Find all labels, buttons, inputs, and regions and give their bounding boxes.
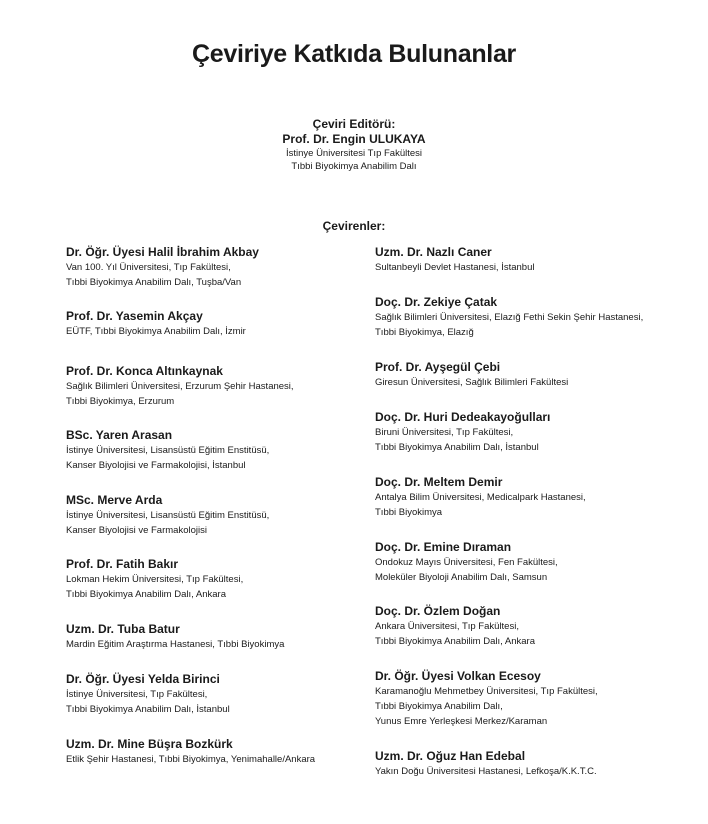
contributor-entry <box>375 295 675 340</box>
contributor-affiliation-line: Antalya Bilim Üniversitesi, Medicalpark Hastanesi, <box>375 492 586 503</box>
contributor-name: Prof. Dr. Fatih Bakır <box>66 557 179 571</box>
contributor-affiliation-line: Yakın Doğu Üniversitesi Hastanesi, Lefkoşa/K.K.T.C. <box>375 766 597 777</box>
contributor-affiliation-line: Lokman Hekim Üniversitesi, Tıp Fakültesi, <box>66 574 244 585</box>
contributor-entry <box>66 493 366 538</box>
contributor-entry <box>375 245 675 275</box>
contributor-affiliation-line: Yunus Emre Yerleşkesi Merkez/Karaman <box>375 716 548 727</box>
contributor-entry <box>375 604 675 649</box>
contributor-name: Prof. Dr. Yasemin Akçay <box>66 309 203 323</box>
contributor-name: Uzm. Dr. Nazlı Caner <box>375 245 492 259</box>
contributor-affiliation-line: Sağlık Bilimleri Üniversitesi, Elazığ Fethi Sekin Şehir Hastanesi, <box>375 312 644 323</box>
contributor-affiliation-line: Sağlık Bilimleri Üniversitesi, Erzurum Şehir Hastanesi, <box>66 381 294 392</box>
contributor-entry <box>375 749 675 779</box>
contributor-affiliation-line: Sultanbeyli Devlet Hastanesi, İstanbul <box>375 262 535 273</box>
contributor-entry <box>66 245 366 290</box>
contributor-name: Prof. Dr. Konca Altınkaynak <box>66 364 223 378</box>
page-title: Çeviriye Katkıda Bulunanlar <box>192 40 516 68</box>
contributor-entry <box>66 428 366 473</box>
editor-affiliation-line: İstinye Üniversitesi Tıp Fakültesi <box>285 148 423 159</box>
contributor-affiliation-line: Tıbbi Biyokimya Anabilim Dalı, Ankara <box>66 589 226 600</box>
editor-name: Prof. Dr. Engin ULUKAYA <box>282 132 426 146</box>
contributor-entry <box>375 669 675 729</box>
contributor-entry <box>66 557 366 602</box>
contributor-name: Dr. Öğr. Üyesi Halil İbrahim Akbay <box>66 245 259 259</box>
contributor-name: Uzm. Dr. Oğuz Han Edebal <box>375 749 526 763</box>
contributor-entry <box>66 672 366 717</box>
contributor-name: MSc. Merve Arda <box>66 493 163 507</box>
contributor-affiliation-line: Van 100. Yıl Üniversitesi, Tıp Fakültesi, <box>66 262 231 273</box>
contributor-affiliation-line: Tıbbi Biyokimya Anabilim Dalı, <box>375 701 503 712</box>
contributor-entry <box>375 360 675 390</box>
contributor-name: Uzm. Dr. Mine Büşra Bozkürk <box>66 737 233 751</box>
contributor-affiliation-line: Tıbbi Biyokimya Anabilim Dalı, Ankara <box>375 636 535 647</box>
contributor-entry <box>66 364 366 409</box>
contributor-entry <box>375 540 675 585</box>
contributor-affiliation-line: Biruni Üniversitesi, Tıp Fakültesi, <box>375 427 514 438</box>
contributor-affiliation-line: Tıbbi Biyokimya <box>375 507 443 518</box>
contributor-name: Doç. Dr. Özlem Doğan <box>375 604 501 618</box>
contributor-name: Doç. Dr. Emine Dıraman <box>375 540 512 554</box>
contributor-affiliation-line: Etlik Şehir Hastanesi, Tıbbi Biyokimya, Yenimahalle/Ankara <box>66 754 316 765</box>
editor-affiliation-line: Tıbbi Biyokimya Anabilim Dalı <box>291 161 417 172</box>
contributor-name: Dr. Öğr. Üyesi Yelda Birinci <box>66 672 220 686</box>
contributor-affiliation-line: Tıbbi Biyokimya, Erzurum <box>66 396 175 407</box>
contributor-affiliation-line: Mardin Eğitim Araştırma Hastanesi, Tıbbi Biyokimya <box>66 639 285 650</box>
contributor-name: Doç. Dr. Huri Dedeakayoğulları <box>375 410 551 424</box>
editor-block <box>0 118 708 173</box>
contributor-entry <box>375 475 675 520</box>
contributor-affiliation-line: Tıbbi Biyokimya, Elazığ <box>375 327 474 338</box>
translators-heading: Çevirenler: <box>322 219 386 233</box>
contributor-affiliation-line: Karamanoğlu Mehmetbey Üniversitesi, Tıp Fakültesi, <box>375 686 598 697</box>
editor-heading: Çeviri Editörü: <box>312 117 396 131</box>
contributor-affiliation-line: Giresun Üniversitesi, Sağlık Bilimleri Fakültesi <box>375 377 569 388</box>
contributor-affiliation-line: Kanser Biyolojisi ve Farmakolojisi, İstanbul <box>66 460 246 471</box>
contributor-entry <box>375 410 675 455</box>
contributor-name: Prof. Dr. Ayşegül Çebi <box>375 360 501 374</box>
contributor-name: Uzm. Dr. Tuba Batur <box>66 622 180 636</box>
contributor-name: Doç. Dr. Meltem Demir <box>375 475 503 489</box>
contributor-affiliation-line: İstinye Üniversitesi, Lisansüstü Eğitim Enstitüsü, <box>66 510 270 521</box>
contributor-affiliation-line: Tıbbi Biyokimya Anabilim Dalı, Tuşba/Van <box>66 277 242 288</box>
contributor-entry <box>66 309 366 339</box>
contributor-affiliation-line: Moleküler Biyoloji Anabilim Dalı, Samsun <box>375 572 548 583</box>
contributor-affiliation-line: İstinye Üniversitesi, Tıp Fakültesi, <box>66 689 208 700</box>
contributor-affiliation-line: Tıbbi Biyokimya Anabilim Dalı, İstanbul <box>66 704 230 715</box>
contributor-entry <box>66 622 366 652</box>
contributor-affiliation-line: Kanser Biyolojisi ve Farmakolojisi <box>66 525 207 536</box>
contributor-affiliation-line: EÜTF, Tıbbi Biyokimya Anabilim Dalı, İzmir <box>66 326 246 337</box>
contributor-entry <box>66 737 366 767</box>
contributor-name: BSc. Yaren Arasan <box>66 428 173 442</box>
contributor-affiliation-line: İstinye Üniversitesi, Lisansüstü Eğitim Enstitüsü, <box>66 445 270 456</box>
contributor-name: Dr. Öğr. Üyesi Volkan Ecesoy <box>375 669 541 683</box>
contributor-affiliation-line: Tıbbi Biyokimya Anabilim Dalı, İstanbul <box>375 442 539 453</box>
contributor-affiliation-line: Ankara Üniversitesi, Tıp Fakültesi, <box>375 621 519 632</box>
contributor-affiliation-line: Ondokuz Mayıs Üniversitesi, Fen Fakültesi, <box>375 557 558 568</box>
contributor-name: Doç. Dr. Zekiye Çatak <box>375 295 498 309</box>
